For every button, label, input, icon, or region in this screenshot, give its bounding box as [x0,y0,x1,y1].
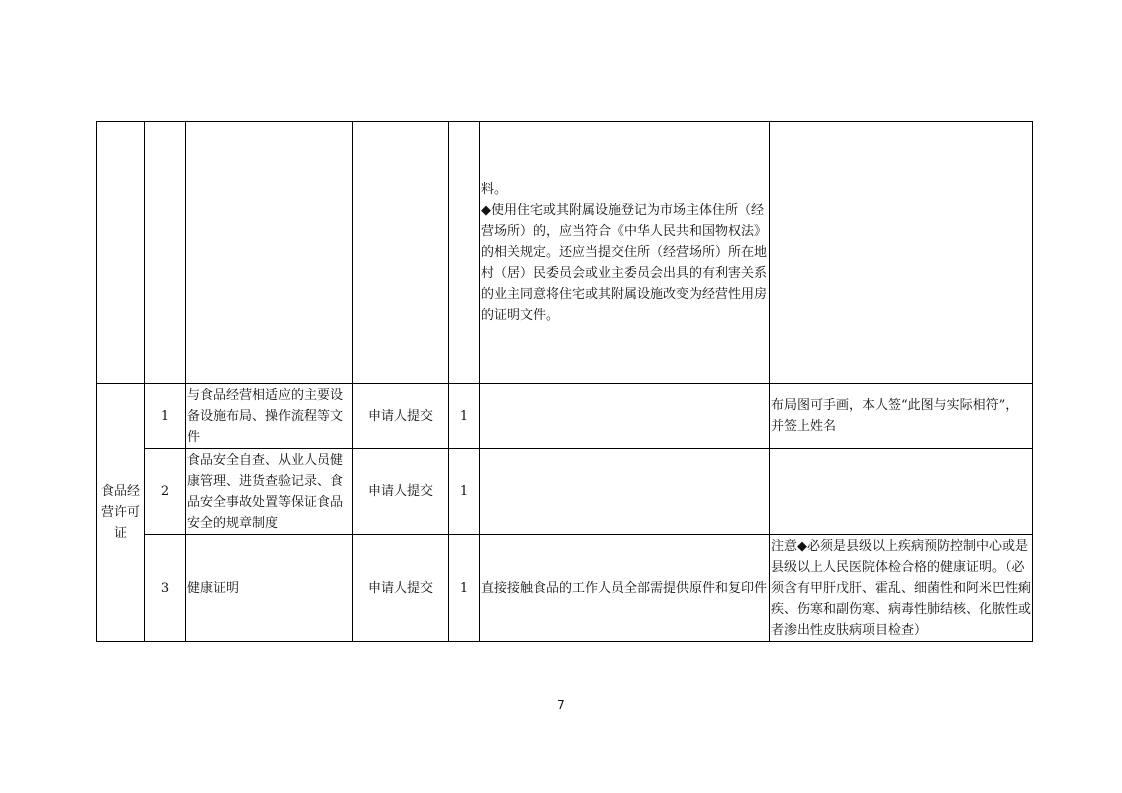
item-number: 2 [145,449,186,535]
material-name: 与食品经营相适应的主要设备设施布局、操作流程等文件 [186,384,353,449]
requirement-line: ◆使用住宅或其附属设施登记为市场主体住所（经营场所）的，应当符合《中华人民共和国物权法》的相关规定。还应当提交住所（经营场所）所在地村（居）民委员会或业主委员会出具的有利害关系的业主同意将住宅或其附属设施改变为经营性用房的证明文件。 [481,203,768,323]
copy-count: 1 [449,535,480,642]
requirement-text [480,449,770,535]
copy-count [449,122,480,384]
material-name: 健康证明 [186,535,353,642]
requirement-text: 直接接触食品的工作人员全部需提供原件和复印件 [480,535,770,642]
table-row [97,535,1033,642]
category-cell [97,122,145,384]
material-name [186,122,353,384]
material-source [353,122,449,384]
notes-cell: 布局图可手画，本人签“此图与实际相符”，并签上姓名 [770,384,1033,449]
table-row [97,384,1033,449]
copy-count: 1 [449,384,480,449]
requirements-table [96,121,1033,642]
table-row [97,449,1033,535]
notes-cell: 注意◆必须是县级以上疾病预防控制中心或是县级以上人民医院体检合格的健康证明。（必须含有甲肝戊肝、霍乱、细菌性和阿米巴性痢疾、伤寒和副伤寒、病毒性肺结核、化脓性或者渗出性皮肤病项目检查） [770,535,1033,642]
material-name: 食品安全自查、从业人员健康管理、进货查验记录、食品安全事故处置等保证食品安全的规章制度 [186,449,353,535]
item-number: 1 [145,384,186,449]
material-source: 申请人提交 [353,535,449,642]
page-number: 7 [557,698,565,712]
requirement-line: 料。 [481,182,508,197]
item-number: 3 [145,535,186,642]
requirement-text [480,122,770,384]
table-row [97,122,1033,384]
notes-cell [770,122,1033,384]
notes-cell [770,449,1033,535]
copy-count: 1 [449,449,480,535]
material-source: 申请人提交 [353,384,449,449]
requirement-text [480,384,770,449]
category-cell: 食品经营许可证 [97,384,145,642]
material-source: 申请人提交 [353,449,449,535]
item-number [145,122,186,384]
